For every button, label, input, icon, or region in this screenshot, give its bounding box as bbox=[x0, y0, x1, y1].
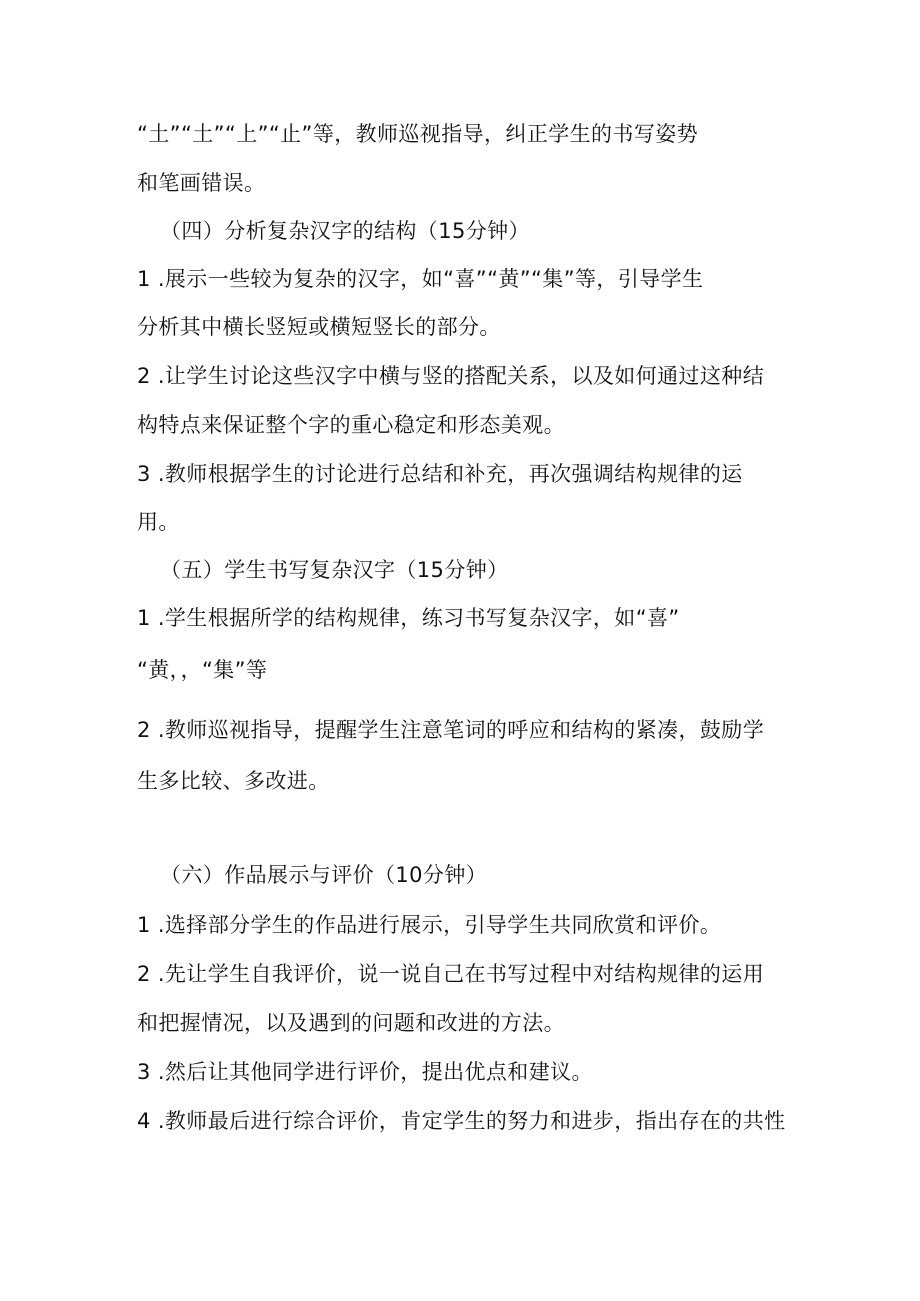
text-line: 2 .让学生讨论这些汉字中横与竖的搭配关系，以及如何通过这种结 bbox=[137, 364, 765, 388]
text-line: “土”“土”“上”“止”等，教师巡视指导，纠正学生的书写姿势 bbox=[137, 122, 699, 146]
text-line: 1 .选择部分学生的作品进行展示，引导学生共同欣赏和评价。 bbox=[137, 913, 722, 937]
text-line: 分析其中横长竖短或横短竖长的部分。 bbox=[137, 315, 501, 339]
text-line: “黄，，“集”等 bbox=[137, 658, 268, 682]
section-heading: （六）作品展示与评价（10分钟） bbox=[160, 863, 488, 887]
text-line: 4 .教师最后进行综合评价，肯定学生的努力和进步，指出存在的共性 bbox=[137, 1109, 786, 1133]
text-line: 构特点来保证整个字的重心稳定和形态美观。 bbox=[137, 413, 565, 437]
text-line: 用。 bbox=[137, 510, 180, 534]
text-line: 生多比较、多改进。 bbox=[137, 769, 330, 793]
text-line: 3 .然后让其他同学进行评价，提出优点和建议。 bbox=[137, 1060, 593, 1084]
section-heading: （五）学生书写复杂汉字（15分钟） bbox=[160, 558, 509, 582]
text-line: 1 .学生根据所学的结构规律，练习书写复杂汉字，如“喜” bbox=[137, 606, 680, 630]
text-line: 2 .先让学生自我评价，说一说自己在书写过程中对结构规律的运用 bbox=[137, 962, 765, 986]
text-line: 和笔画错误。 bbox=[137, 171, 266, 195]
text-line: 和把握情况，以及遇到的问题和改进的方法。 bbox=[137, 1011, 565, 1035]
section-heading: （四）分析复杂汉字的结构（15分钟） bbox=[160, 219, 530, 243]
text-line: 3 .教师根据学生的讨论进行总结和补充，再次强调结构规律的运 bbox=[137, 462, 743, 486]
text-line: 1 .展示一些较为复杂的汉字，如“喜”“黄”“集”等，引导学生 bbox=[137, 267, 704, 291]
text-line: 2 .教师巡视指导，提醒学生注意笔词的呼应和结构的紧凑，鼓励学 bbox=[137, 718, 765, 742]
